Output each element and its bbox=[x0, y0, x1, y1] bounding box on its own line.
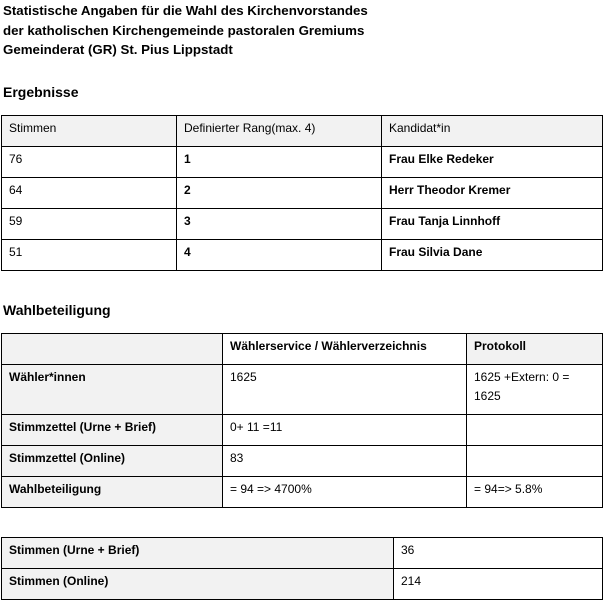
votes-cell: 64 bbox=[2, 178, 177, 209]
votes-cell: 51 bbox=[2, 240, 177, 271]
service-value-cell: 1625 bbox=[223, 365, 467, 415]
candidate-cell: Frau Elke Redeker bbox=[382, 147, 603, 178]
protocol-value-cell bbox=[467, 415, 603, 446]
table-row bbox=[2, 569, 603, 600]
header-cell-rank: Definierter Rang(max. 4) bbox=[177, 116, 382, 147]
candidate-cell: Herr Theodor Kremer bbox=[382, 178, 603, 209]
title-line-2: der katholischen Kirchengemeinde pastoralen Gremiums bbox=[3, 22, 365, 38]
header-cell-service: Wählerservice / Wählerverzeichnis bbox=[223, 334, 467, 365]
header-cell-empty bbox=[2, 334, 223, 365]
table-row bbox=[2, 538, 603, 569]
header-cell-protocol: Protokoll bbox=[467, 334, 603, 365]
votes-value-cell: 214 bbox=[394, 569, 603, 600]
row-label-cell: Stimmen (Online) bbox=[2, 569, 394, 600]
candidate-cell: Frau Silvia Dane bbox=[382, 240, 603, 271]
candidate-cell: Frau Tanja Linnhoff bbox=[382, 209, 603, 240]
results-table bbox=[1, 115, 603, 271]
rank-cell: 1 bbox=[177, 147, 382, 178]
protocol-value-cell bbox=[467, 446, 603, 477]
results-header-row bbox=[2, 116, 603, 147]
protocol-value-cell: = 94=> 5.8% bbox=[467, 477, 603, 508]
row-label-cell: Stimmen (Urne + Brief) bbox=[2, 538, 394, 569]
service-value-cell: 83 bbox=[223, 446, 467, 477]
title-line-1: Statistische Angaben für die Wahl des Kirchenvorstandes bbox=[3, 3, 368, 18]
protocol-value-cell: 1625 +Extern: 0 = 1625 bbox=[467, 365, 603, 415]
header-cell-candidate: Kandidat*in bbox=[382, 116, 603, 147]
rank-cell: 3 bbox=[177, 209, 382, 240]
service-value-cell: 0+ 11 =11 bbox=[223, 415, 467, 446]
turnout-table bbox=[1, 333, 603, 508]
table-row bbox=[2, 446, 603, 477]
row-label-cell: Wähler*innen bbox=[2, 365, 223, 415]
row-label-cell: Stimmzettel (Online) bbox=[2, 446, 223, 477]
votes-table bbox=[1, 537, 603, 600]
table-row bbox=[2, 240, 603, 271]
table-row bbox=[2, 178, 603, 209]
rank-cell: 2 bbox=[177, 178, 382, 209]
turnout-header-row bbox=[2, 334, 603, 365]
results-heading: Ergebnisse bbox=[3, 84, 79, 100]
votes-cell: 59 bbox=[2, 209, 177, 240]
table-row bbox=[2, 147, 603, 178]
turnout-heading: Wahlbeteiligung bbox=[3, 302, 111, 318]
votes-cell: 76 bbox=[2, 147, 177, 178]
rank-cell: 4 bbox=[177, 240, 382, 271]
service-value-cell: = 94 => 4700% bbox=[223, 477, 467, 508]
row-label-cell: Wahlbeteiligung bbox=[2, 477, 223, 508]
document-title bbox=[3, 1, 368, 60]
header-cell-votes: Stimmen bbox=[2, 116, 177, 147]
table-row bbox=[2, 477, 603, 508]
table-row bbox=[2, 415, 603, 446]
table-row bbox=[2, 365, 603, 415]
row-label-cell: Stimmzettel (Urne + Brief) bbox=[2, 415, 223, 446]
title-line-3: Gemeinderat (GR) St. Pius Lippstadt bbox=[3, 42, 233, 57]
table-row bbox=[2, 209, 603, 240]
votes-value-cell: 36 bbox=[394, 538, 603, 569]
